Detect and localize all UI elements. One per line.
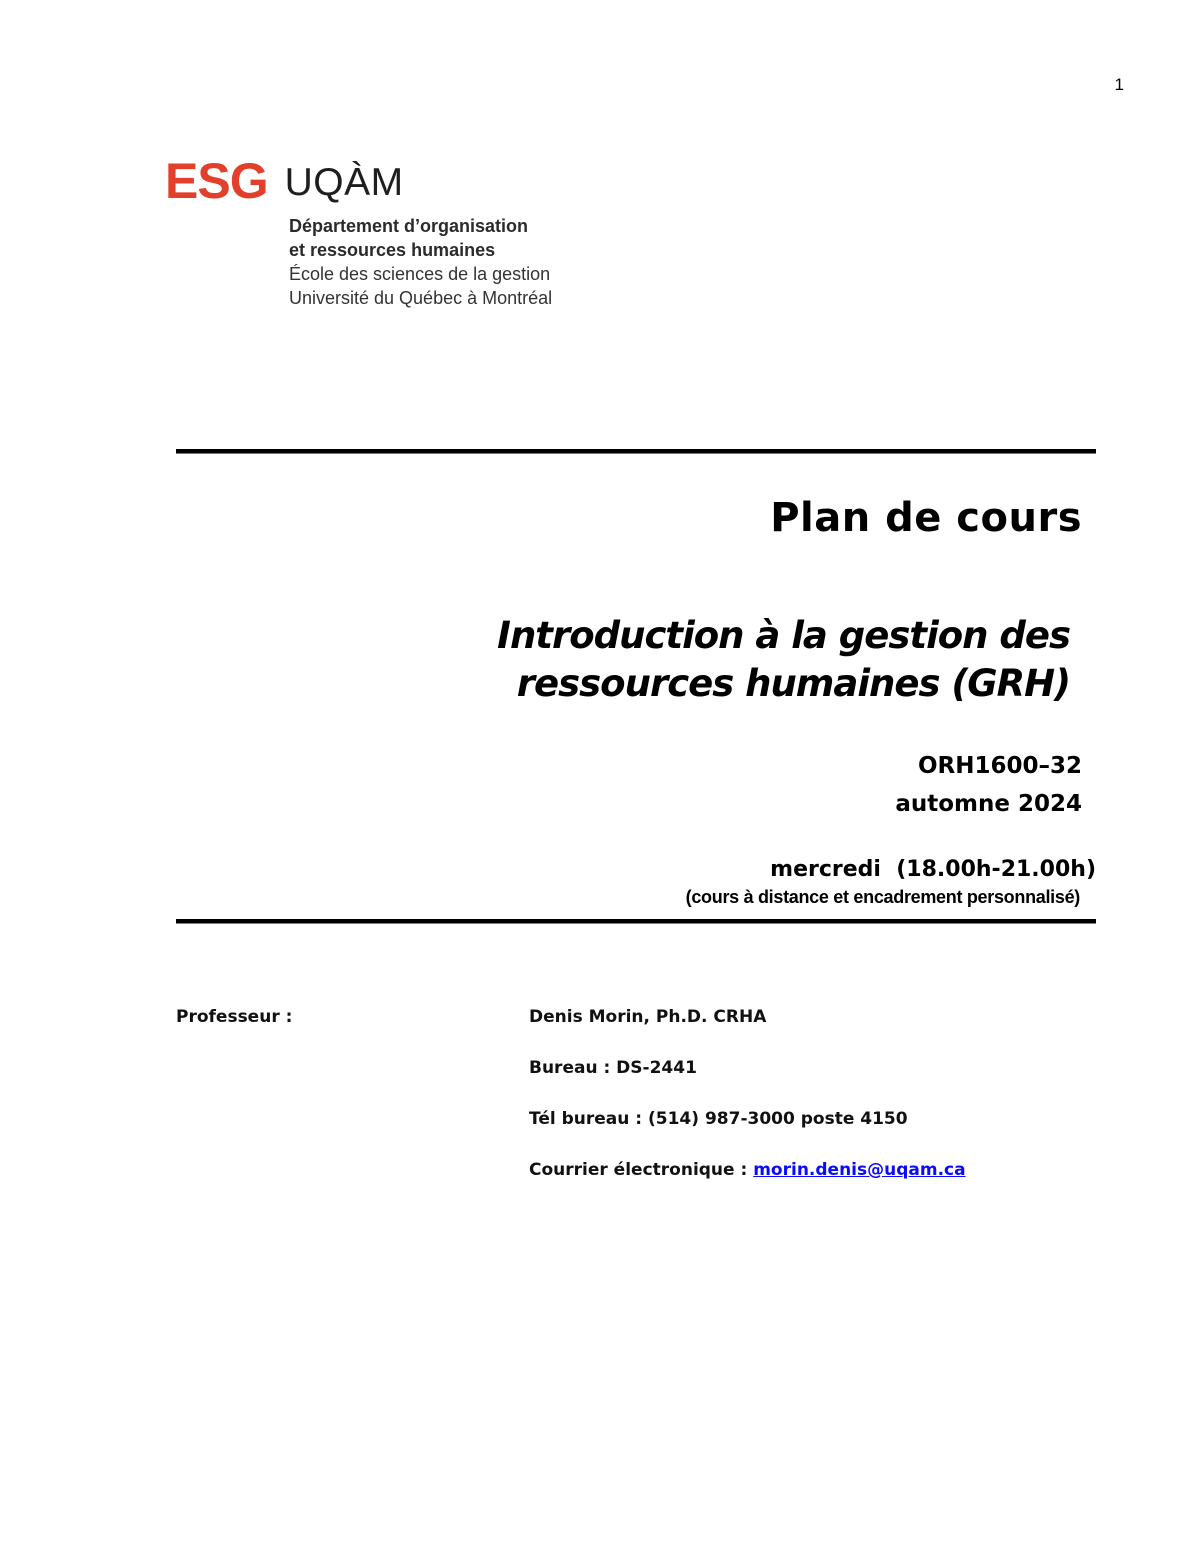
schedule-note: (cours à distance et encadrement personnalisé): [685, 887, 1080, 907]
department-line-1: Département d’organisation: [289, 216, 529, 236]
professor-label: Professeur :: [176, 1007, 293, 1027]
course-code: ORH1600–32: [917, 753, 1082, 779]
course-schedule: mercredi (18.00h-21.00h): [770, 857, 1096, 882]
professor-info: [529, 1007, 966, 1211]
school-name: École des sciences de la gestion: [289, 264, 551, 284]
course-title: [497, 612, 1070, 708]
page-title: Plan de cours: [770, 495, 1082, 541]
course-title-line-2: ressources humaines (GRH): [516, 662, 1070, 705]
page-number: 1: [1114, 75, 1124, 94]
professor-office: Bureau : DS-2441: [529, 1058, 697, 1078]
logo-uqam: UQÀM: [284, 161, 404, 204]
course-identification: [895, 747, 1082, 823]
professor-phone: Tél bureau : (514) 987-3000 poste 4150: [529, 1109, 908, 1129]
email-label: Courrier électronique :: [529, 1160, 754, 1180]
professor-email-row: [529, 1160, 966, 1211]
logo-esg: ESG: [165, 153, 268, 209]
department-info: [289, 214, 552, 310]
department-line-2: et ressources humaines: [289, 240, 496, 260]
university-name: Université du Québec à Montréal: [289, 288, 553, 308]
top-divider: [176, 449, 1096, 454]
course-title-line-1: Introduction à la gestion des: [497, 614, 1070, 657]
esg-uqam-logo: [165, 150, 552, 310]
course-term: automne 2024: [895, 791, 1082, 817]
logo-wordmark: [165, 150, 552, 209]
email-link[interactable]: morin.denis@uqam.ca: [753, 1160, 966, 1180]
professor-name: Denis Morin, Ph.D. CRHA: [529, 1007, 767, 1027]
bottom-divider: [176, 919, 1096, 924]
